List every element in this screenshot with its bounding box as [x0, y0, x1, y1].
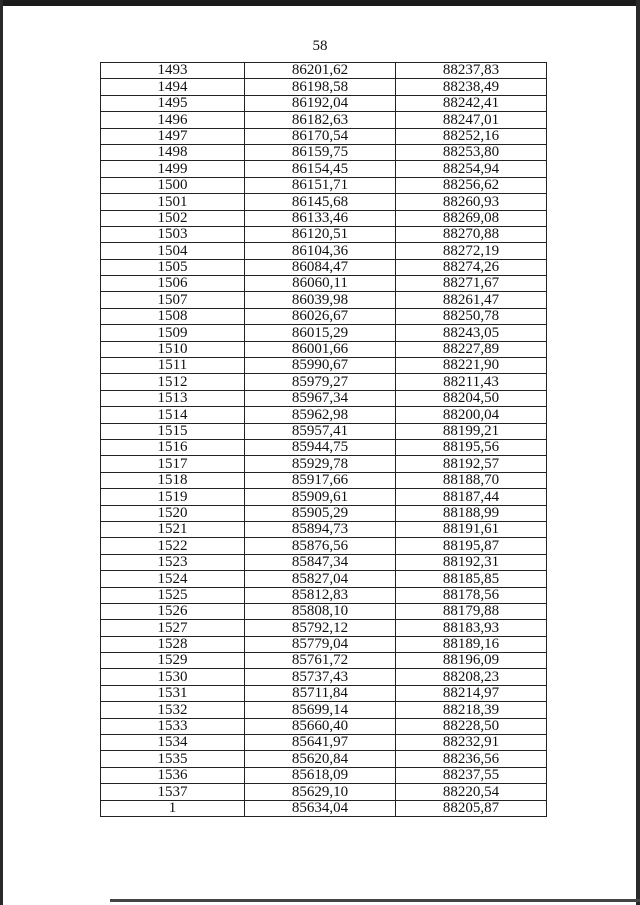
y-coordinate-cell: 88204,50	[396, 390, 547, 406]
point-number-cell: 1506	[101, 276, 245, 292]
y-coordinate-cell: 88220,54	[396, 784, 547, 800]
point-number-cell: 1499	[101, 161, 245, 177]
y-coordinate-cell: 88232,91	[396, 735, 547, 751]
point-number-cell: 1529	[101, 653, 245, 669]
point-number-cell: 1527	[101, 620, 245, 636]
x-coordinate-cell: 85957,41	[245, 423, 396, 439]
x-coordinate-cell: 85711,84	[245, 685, 396, 701]
x-coordinate-cell: 86201,62	[245, 63, 396, 79]
point-number-cell: 1498	[101, 144, 245, 160]
table-row	[101, 767, 547, 783]
x-coordinate-cell: 86120,51	[245, 226, 396, 242]
point-number-cell: 1496	[101, 112, 245, 128]
point-number-cell: 1509	[101, 325, 245, 341]
x-coordinate-cell: 85944,75	[245, 439, 396, 455]
x-coordinate-cell: 85660,40	[245, 718, 396, 734]
point-number-cell: 1500	[101, 177, 245, 193]
y-coordinate-cell: 88270,88	[396, 226, 547, 242]
point-number-cell: 1504	[101, 243, 245, 259]
x-coordinate-cell: 85618,09	[245, 767, 396, 783]
y-coordinate-cell: 88188,70	[396, 472, 547, 488]
y-coordinate-cell: 88272,19	[396, 243, 547, 259]
table-row	[101, 784, 547, 800]
x-coordinate-cell: 85699,14	[245, 702, 396, 718]
table-row	[101, 636, 547, 652]
y-coordinate-cell: 88254,94	[396, 161, 547, 177]
scan-border-top	[0, 0, 640, 6]
y-coordinate-cell: 88189,16	[396, 636, 547, 652]
table-row	[101, 653, 547, 669]
table-row	[101, 161, 547, 177]
point-number-cell: 1515	[101, 423, 245, 439]
table-row	[101, 358, 547, 374]
y-coordinate-cell: 88247,01	[396, 112, 547, 128]
x-coordinate-cell: 85629,10	[245, 784, 396, 800]
x-coordinate-cell: 85876,56	[245, 538, 396, 554]
table-row	[101, 194, 547, 210]
table-row	[101, 423, 547, 439]
y-coordinate-cell: 88221,90	[396, 358, 547, 374]
point-number-cell: 1512	[101, 374, 245, 390]
point-number-cell: 1510	[101, 341, 245, 357]
point-number-cell: 1537	[101, 784, 245, 800]
y-coordinate-cell: 88269,08	[396, 210, 547, 226]
x-coordinate-cell: 86133,46	[245, 210, 396, 226]
point-number-cell: 1513	[101, 390, 245, 406]
point-number-cell: 1535	[101, 751, 245, 767]
y-coordinate-cell: 88192,31	[396, 554, 547, 570]
y-coordinate-cell: 88236,56	[396, 751, 547, 767]
table-row	[101, 669, 547, 685]
x-coordinate-cell: 85779,04	[245, 636, 396, 652]
x-coordinate-cell: 85894,73	[245, 521, 396, 537]
table-row	[101, 374, 547, 390]
y-coordinate-cell: 88238,49	[396, 79, 547, 95]
table-row	[101, 128, 547, 144]
point-number-cell: 1517	[101, 456, 245, 472]
point-number-cell: 1494	[101, 79, 245, 95]
point-number-cell: 1495	[101, 95, 245, 111]
y-coordinate-cell: 88274,26	[396, 259, 547, 275]
point-number-cell: 1493	[101, 63, 245, 79]
table-row	[101, 456, 547, 472]
table-row	[101, 79, 547, 95]
table-row	[101, 226, 547, 242]
table-row	[101, 751, 547, 767]
y-coordinate-cell: 88260,93	[396, 194, 547, 210]
table-row	[101, 489, 547, 505]
table-row	[101, 292, 547, 308]
point-number-cell: 1522	[101, 538, 245, 554]
coordinates-table-body	[101, 63, 547, 817]
x-coordinate-cell: 85808,10	[245, 603, 396, 619]
x-coordinate-cell: 86001,66	[245, 341, 396, 357]
y-coordinate-cell: 88208,23	[396, 669, 547, 685]
table-row	[101, 735, 547, 751]
x-coordinate-cell: 86151,71	[245, 177, 396, 193]
point-number-cell: 1536	[101, 767, 245, 783]
point-number-cell: 1533	[101, 718, 245, 734]
y-coordinate-cell: 88252,16	[396, 128, 547, 144]
point-number-cell: 1519	[101, 489, 245, 505]
y-coordinate-cell: 88195,56	[396, 439, 547, 455]
y-coordinate-cell: 88199,21	[396, 423, 547, 439]
x-coordinate-cell: 85929,78	[245, 456, 396, 472]
point-number-cell: 1511	[101, 358, 245, 374]
table-row	[101, 95, 547, 111]
y-coordinate-cell: 88261,47	[396, 292, 547, 308]
point-number-cell: 1502	[101, 210, 245, 226]
y-coordinate-cell: 88228,50	[396, 718, 547, 734]
y-coordinate-cell: 88187,44	[396, 489, 547, 505]
point-number-cell: 1530	[101, 669, 245, 685]
table-row	[101, 243, 547, 259]
point-number-cell: 1	[101, 800, 245, 816]
y-coordinate-cell: 88191,61	[396, 521, 547, 537]
y-coordinate-cell: 88188,99	[396, 505, 547, 521]
x-coordinate-cell: 86084,47	[245, 259, 396, 275]
y-coordinate-cell: 88243,05	[396, 325, 547, 341]
table-row	[101, 538, 547, 554]
table-row	[101, 472, 547, 488]
point-number-cell: 1505	[101, 259, 245, 275]
x-coordinate-cell: 86154,45	[245, 161, 396, 177]
x-coordinate-cell: 86060,11	[245, 276, 396, 292]
x-coordinate-cell: 85761,72	[245, 653, 396, 669]
table-row	[101, 554, 547, 570]
x-coordinate-cell: 86145,68	[245, 194, 396, 210]
table-row	[101, 718, 547, 734]
x-coordinate-cell: 86182,63	[245, 112, 396, 128]
x-coordinate-cell: 86159,75	[245, 144, 396, 160]
point-number-cell: 1507	[101, 292, 245, 308]
point-number-cell: 1503	[101, 226, 245, 242]
x-coordinate-cell: 86198,58	[245, 79, 396, 95]
table-row	[101, 177, 547, 193]
coordinates-table	[100, 62, 547, 817]
point-number-cell: 1531	[101, 685, 245, 701]
table-row	[101, 702, 547, 718]
table-row	[101, 800, 547, 816]
x-coordinate-cell: 86026,67	[245, 308, 396, 324]
table-row	[101, 439, 547, 455]
x-coordinate-cell: 85827,04	[245, 571, 396, 587]
point-number-cell: 1528	[101, 636, 245, 652]
table-row	[101, 341, 547, 357]
point-number-cell: 1501	[101, 194, 245, 210]
x-coordinate-cell: 85990,67	[245, 358, 396, 374]
y-coordinate-cell: 88211,43	[396, 374, 547, 390]
table-row	[101, 259, 547, 275]
table-row	[101, 63, 547, 79]
point-number-cell: 1523	[101, 554, 245, 570]
table-row	[101, 144, 547, 160]
x-coordinate-cell: 85620,84	[245, 751, 396, 767]
scan-border-right	[636, 0, 640, 905]
y-coordinate-cell: 88253,80	[396, 144, 547, 160]
x-coordinate-cell: 85634,04	[245, 800, 396, 816]
y-coordinate-cell: 88218,39	[396, 702, 547, 718]
point-number-cell: 1518	[101, 472, 245, 488]
y-coordinate-cell: 88205,87	[396, 800, 547, 816]
y-coordinate-cell: 88178,56	[396, 587, 547, 603]
y-coordinate-cell: 88250,78	[396, 308, 547, 324]
x-coordinate-cell: 85905,29	[245, 505, 396, 521]
table-row	[101, 390, 547, 406]
point-number-cell: 1534	[101, 735, 245, 751]
x-coordinate-cell: 85979,27	[245, 374, 396, 390]
y-coordinate-cell: 88183,93	[396, 620, 547, 636]
table-row	[101, 210, 547, 226]
x-coordinate-cell: 85792,12	[245, 620, 396, 636]
y-coordinate-cell: 88237,55	[396, 767, 547, 783]
point-number-cell: 1526	[101, 603, 245, 619]
y-coordinate-cell: 88200,04	[396, 407, 547, 423]
point-number-cell: 1525	[101, 587, 245, 603]
table-row	[101, 685, 547, 701]
point-number-cell: 1520	[101, 505, 245, 521]
x-coordinate-cell: 86104,36	[245, 243, 396, 259]
x-coordinate-cell: 85847,34	[245, 554, 396, 570]
point-number-cell: 1524	[101, 571, 245, 587]
x-coordinate-cell: 86039,98	[245, 292, 396, 308]
point-number-cell: 1497	[101, 128, 245, 144]
x-coordinate-cell: 85917,66	[245, 472, 396, 488]
point-number-cell: 1516	[101, 439, 245, 455]
table-row	[101, 587, 547, 603]
y-coordinate-cell: 88242,41	[396, 95, 547, 111]
y-coordinate-cell: 88227,89	[396, 341, 547, 357]
y-coordinate-cell: 88196,09	[396, 653, 547, 669]
x-coordinate-cell: 85737,43	[245, 669, 396, 685]
table-row	[101, 505, 547, 521]
scan-border-left	[0, 0, 3, 905]
table-row	[101, 308, 547, 324]
y-coordinate-cell: 88179,88	[396, 603, 547, 619]
y-coordinate-cell: 88214,97	[396, 685, 547, 701]
x-coordinate-cell: 85967,34	[245, 390, 396, 406]
y-coordinate-cell: 88192,57	[396, 456, 547, 472]
table-row	[101, 620, 547, 636]
y-coordinate-cell: 88271,67	[396, 276, 547, 292]
x-coordinate-cell: 85909,61	[245, 489, 396, 505]
table-row	[101, 325, 547, 341]
y-coordinate-cell: 88256,62	[396, 177, 547, 193]
point-number-cell: 1508	[101, 308, 245, 324]
scan-border-bottom	[110, 899, 640, 902]
y-coordinate-cell: 88195,87	[396, 538, 547, 554]
point-number-cell: 1532	[101, 702, 245, 718]
point-number-cell: 1521	[101, 521, 245, 537]
x-coordinate-cell: 85641,97	[245, 735, 396, 751]
table-row	[101, 521, 547, 537]
point-number-cell: 1514	[101, 407, 245, 423]
table-row	[101, 276, 547, 292]
y-coordinate-cell: 88185,85	[396, 571, 547, 587]
table-row	[101, 571, 547, 587]
x-coordinate-cell: 85812,83	[245, 587, 396, 603]
table-row	[101, 603, 547, 619]
table-row	[101, 407, 547, 423]
page-number: 58	[312, 38, 328, 54]
table-row	[101, 112, 547, 128]
x-coordinate-cell: 86015,29	[245, 325, 396, 341]
x-coordinate-cell: 86192,04	[245, 95, 396, 111]
y-coordinate-cell: 88237,83	[396, 63, 547, 79]
x-coordinate-cell: 86170,54	[245, 128, 396, 144]
x-coordinate-cell: 85962,98	[245, 407, 396, 423]
